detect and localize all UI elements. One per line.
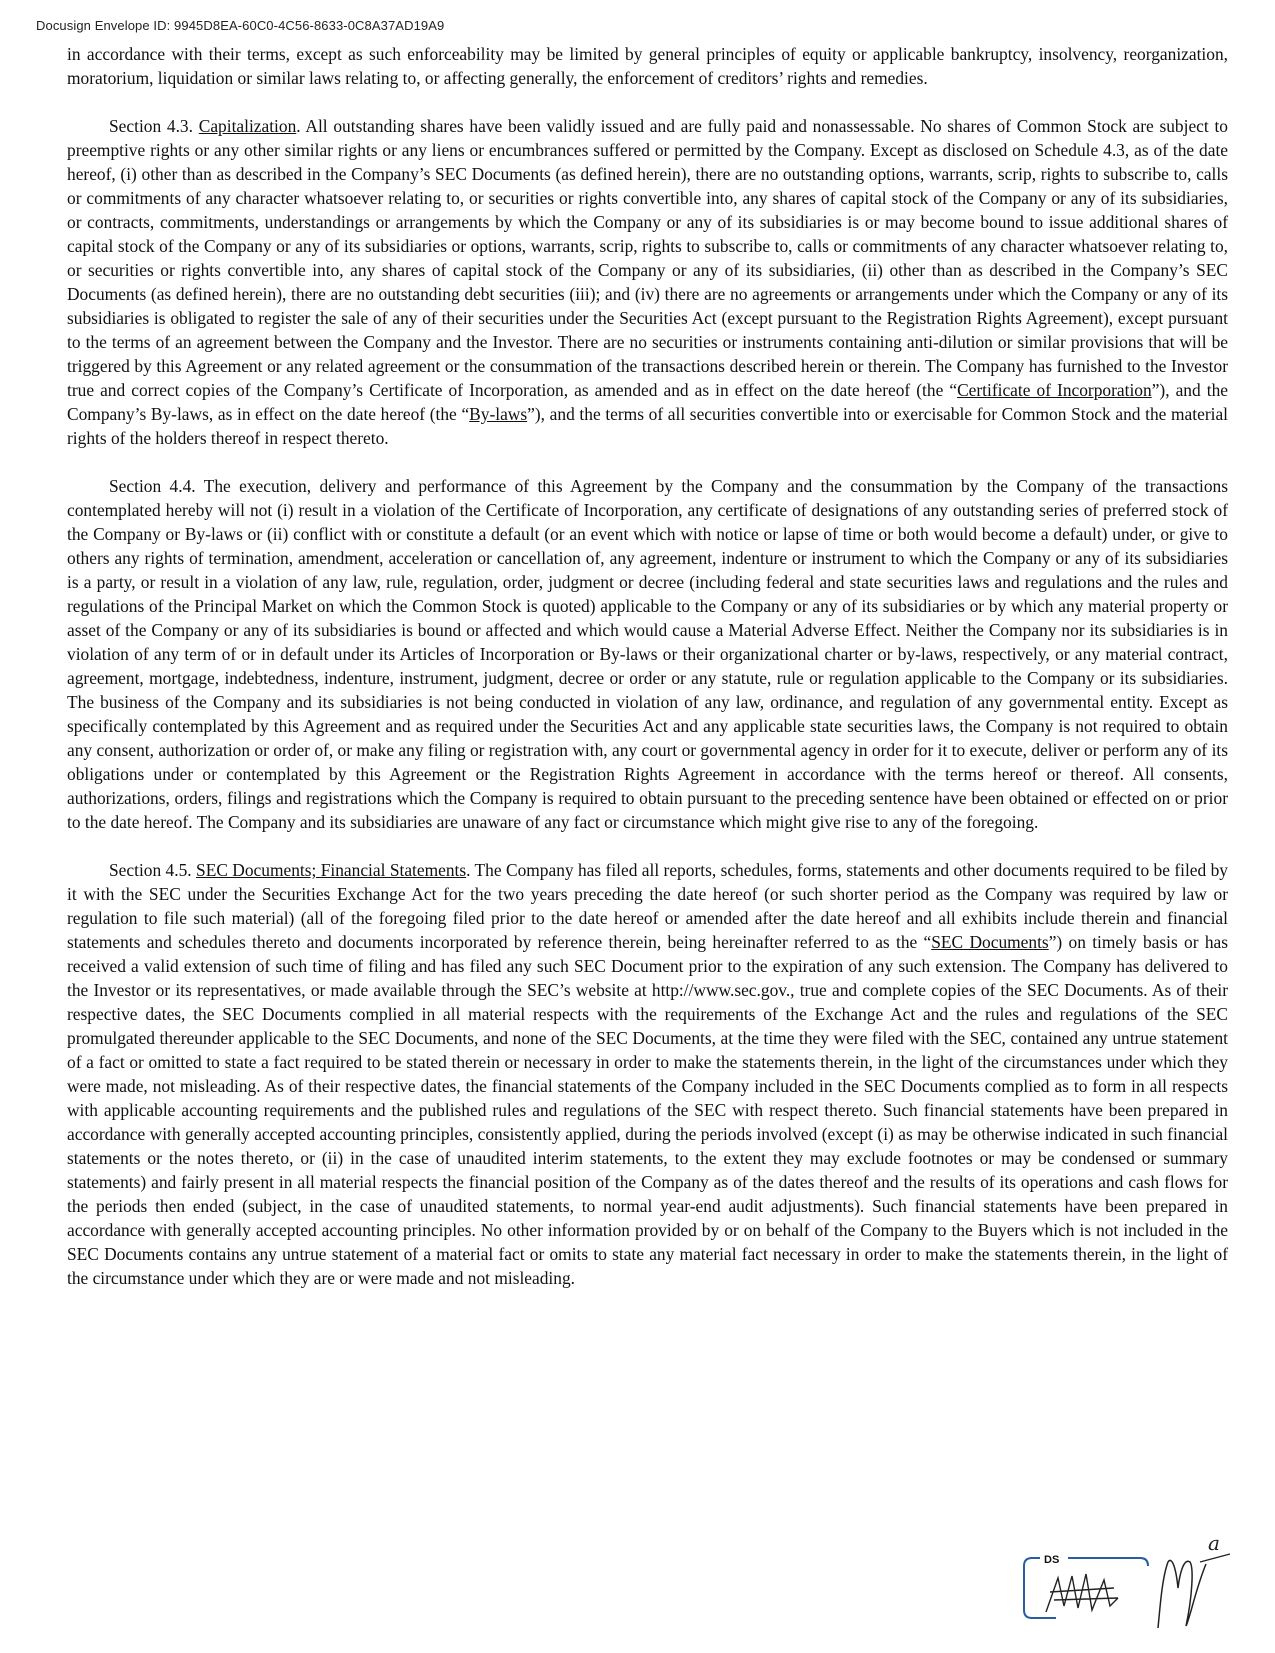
initials-scribble [1046,1574,1118,1612]
section-4-4: Section 4.4. The execution, delivery and performance of this Agreement by the Company and the consummation by the Company of the transactions contemplated hereby will not (i) result in a violation of the Certificate of Incorporation, any certificate of designations of any outstanding series of preferred stock of the Company or By-laws or (ii) conflict with or constitute a default (or an event which with notice or lapse of time or both would become a default) under, or give to others any rights of termination, amendment, acceleration or cancellation of, any agreement, indenture or instrument to which the Company or any of its subsidiaries is a party, or result in a violation of any law, rule, regulation, order, judgment or decree (including federal and state securities laws and regulations and the rules and regulations of the Principal Market on which the Common Stock is quoted) applicable to the Company or any of its subsidiaries or by which any material property or asset of the Company or any of its subsidiaries is bound or affected and which would cause a Material Adverse Effect. Neither the Company nor its subsidiaries is in violation of any term of or in default under its Articles of Incorporation or By-laws or their organizational charter or by-laws, respectively, or any material contract, agreement, mortgage, indebtedness, indenture, instrument, judgment, decree or order or any statute, rule or regulation applicable to the Company or its subsidiaries. The business of the Company and its subsidiaries is not being conducted in violation of any law, ordinance, and regulation of any governmental entity. Except as specifically contemplated by this Agreement and as required under the Securities Act and any applicable state securities laws, the Company is not required to obtain any consent, authorization or order of, or make any filing or registration with, any court or governmental agency in order for it to execute, deliver or perform any of its obligations under or contemplated by this Agreement or the Registration Rights Agreement in accordance with the terms hereof or thereof. All consents, authorizations, orders, filings and registrations which the Company is required to obtain pursuant to the preceding sentence have been obtained or effected on or prior to the date hereof. The Company and its subsidiaries are unaware of any fact or circumstance which might give rise to any of the foregoing. [67,476,1228,832]
ds-bracket-left [1024,1558,1056,1618]
initials-signature-block [1010,1528,1250,1648]
signature-image [1010,1528,1250,1648]
defined-term: By-laws [469,404,528,424]
initial-underline [1200,1554,1230,1562]
section-title: Capitalization [198,116,297,136]
section-number: Section 4.5. [109,860,192,880]
section-number: Section 4.3. [109,116,193,136]
ds-label: DS [1044,1554,1060,1566]
document-body [67,42,1228,1314]
defined-term: SEC Documents [931,932,1049,952]
defined-term: Certificate of Incorporation [957,380,1152,400]
initial-mark: a [1208,1531,1220,1555]
signature-m-stroke [1158,1560,1206,1628]
section-title: SEC Documents; Financial Statements [196,860,467,880]
section-4-5: Section 4.5. SEC Documents; Financial Statements. The Company has filed all reports, schedules, forms, statements and other documents required to be filed by it with the SEC under the Securities Exchange Act for the two years preceding the date hereof (or such shorter period as the Company was required by law or regulation to file such material) (all of the foregoing filed prior to the date hereof or amended after the date hereof and all exhibits include therein and financial statements and schedules thereto and documents incorporated by reference therein, being hereinafter referred to as the “SEC Documents”) on timely basis or has received a valid extension of such time of filing and has filed any such SEC Document prior to the expiration of any such extension. The Company has delivered to the Investor or its representatives, or made available through the SEC’s website at http://www.sec.gov., true and complete copies of the SEC Documents. As of their respective dates, the SEC Documents complied in all material respects with the requirements of the Exchange Act and the rules and regulations of the SEC promulgated thereunder applicable to the SEC Documents, and none of the SEC Documents, at the time they were filed with the SEC, contained any untrue statement of a fact or omitted to state a fact required to be stated therein or necessary in order to make the statements therein, in the light of the circumstances under which they were made, not misleading. As of their respective dates, the financial statements of the Company included in the SEC Documents complied as to form in all respects with applicable accounting requirements and the published rules and regulations of the SEC with respect thereto. Such financial statements have been prepared in accordance with generally accepted accounting principles, consistently applied, during the periods involved (except (i) as may be otherwise indicated in such financial statements or the notes thereto, or (ii) in the case of unaudited interim statements, to the extent they may exclude footnotes or may be condensed or summary statements) and fairly present in all material respects the financial position of the Company as of the dates thereof and the results of its operations and cash flows for the periods then ended (subject, in the case of unaudited statements, to normal year-end audit adjustments). Such financial statements have been prepared in accordance with generally accepted accounting principles. No other information provided by or on behalf of the Company to the Buyers which is not included in the SEC Documents contains any untrue statement of a material fact or omits to state any material fact necessary in order to make the statements therein, in the light of the circumstance under which they are or were made and not misleading. [67,860,1229,1288]
ds-bracket-top [1068,1558,1148,1566]
docusign-envelope-id: Docusign Envelope ID: 9945D8EA-60C0-4C56-8633-0C8A37AD19A9 [36,18,445,33]
section-number: Section 4.4. [109,476,196,496]
section-4-3: Section 4.3. Capitalization. All outstanding shares have been validly issued and are fully paid and nonassessable. No shares of Common Stock are subject to preemptive rights or any other similar rights or any liens or encumbrances suffered or permitted by the Company. Except as disclosed on Schedule 4.3, as of the date hereof, (i) other than as described in the Company’s SEC Documents (as defined herein), there are no outstanding options, warrants, scrip, rights to subscribe to, calls or commitments of any character whatsoever relating to, or securities or rights convertible into, any shares of capital stock of the Company or any of its subsidiaries, or contracts, commitments, understandings or arrangements by which the Company or any of its subsidiaries is or may become bound to issue additional shares of capital stock of the Company or any of its subsidiaries or options, warrants, scrip, rights to subscribe to, calls or commitments of any character whatsoever relating to, or securities or rights convertible into, any shares of capital stock of the Company or any of its subsidiaries, (ii) other than as described in the Company’s SEC Documents (as defined herein), there are no outstanding debt securities (iii); and (iv) there are no agreements or arrangements under which the Company or any of its subsidiaries is obligated to register the sale of any of their securities under the Securities Act (except pursuant to the Registration Rights Agreement), except pursuant to the terms of an agreement between the Company and the Investor. There are no securities or instruments containing anti-dilution or similar provisions that will be triggered by this Agreement or any related agreement or the consummation of the transactions described herein or therein. The Company has furnished to the Investor true and correct copies of the Company’s Certificate of Incorporation, as amended and as in effect on the date hereof (the “Certificate of Incorporation”), and the Company’s By-laws, as in effect on the date hereof (the “By-laws”), and the terms of all securities convertible into or exercisable for Common Stock and the material rights of the holders thereof in respect thereto. [67,116,1228,448]
paragraph-continuation: in accordance with their terms, except as such enforceability may be limited by general principles of equity or applicable bankruptcy, insolvency, reorganization, moratorium, liquidation or similar laws relating to, or affecting generally, the enforcement of creditors’ rights and remedies. [67,44,1228,88]
